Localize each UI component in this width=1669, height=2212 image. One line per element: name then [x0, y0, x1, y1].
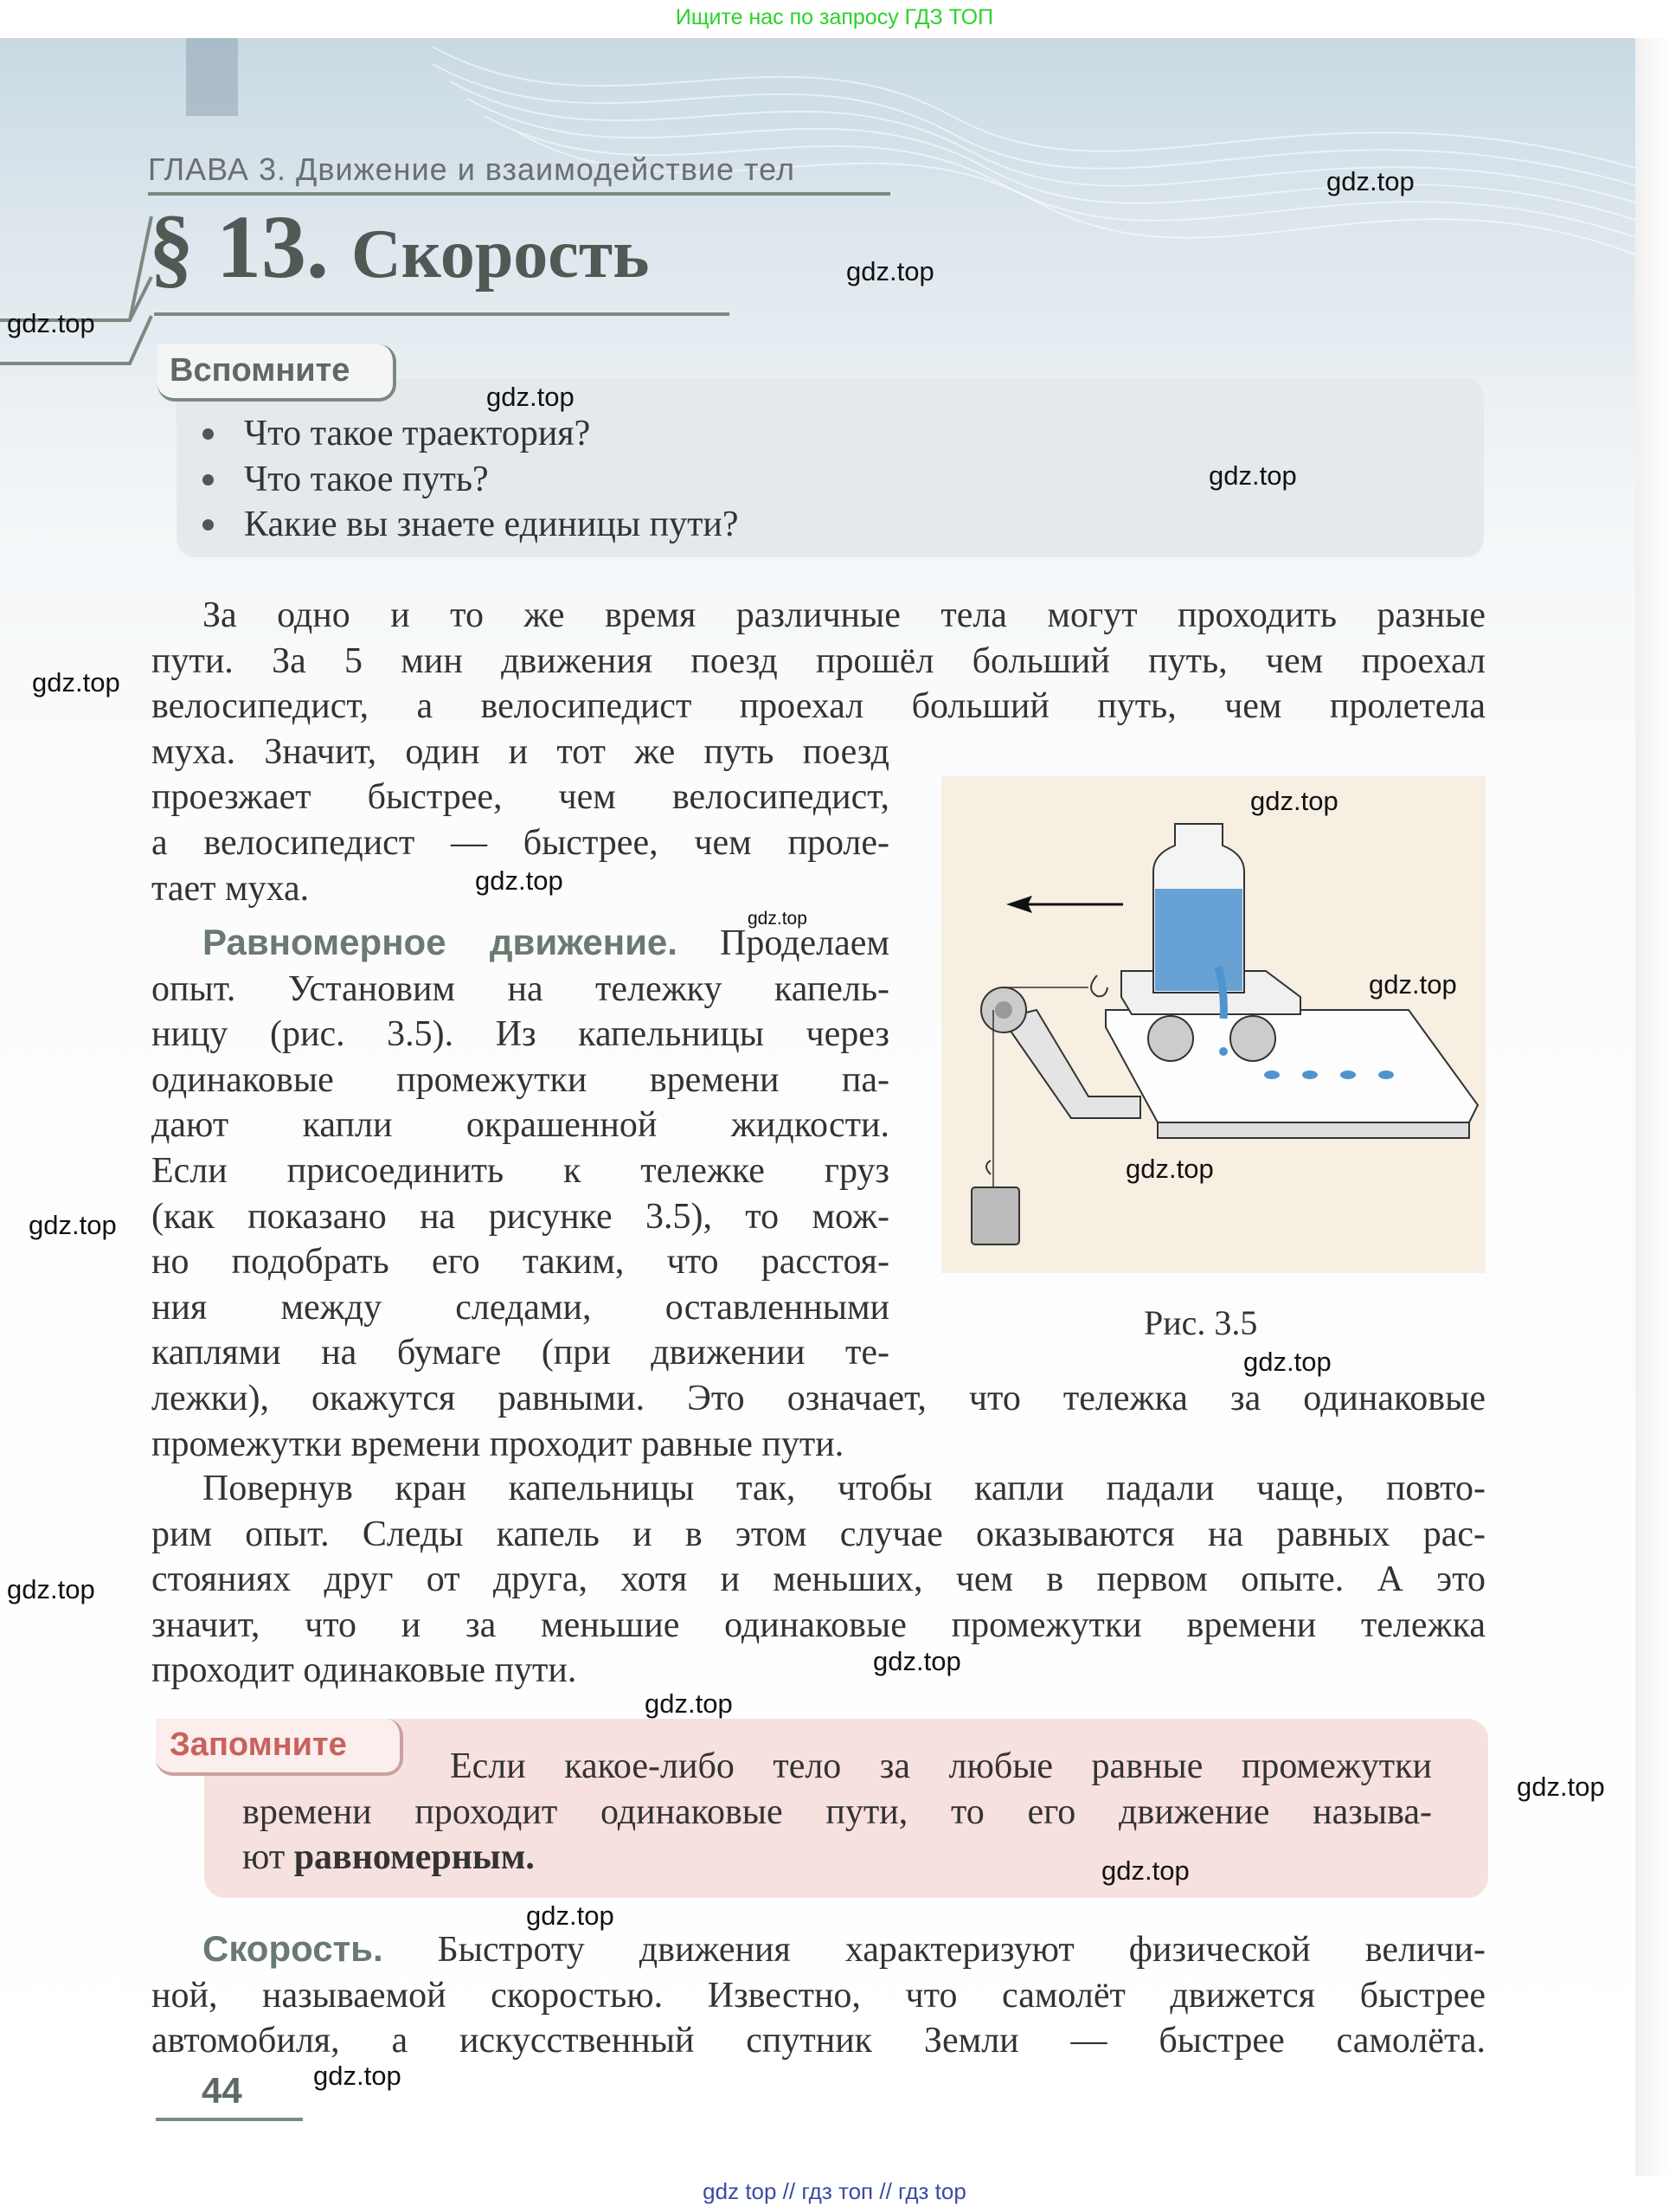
watermark: gdz.top [1243, 1347, 1332, 1377]
text-line: ной, называемой скоростью. Известно, что самолёт движется быстрее [151, 1975, 1486, 2016]
text-line: проходит одинаковые пути. [151, 1650, 577, 1691]
recall-item: Что такое траектория? [199, 411, 739, 457]
watermark: gdz.top [748, 909, 807, 929]
text-line: опыт. Установим на тележку капель- [151, 968, 889, 1009]
watermark: gdz.top [1326, 166, 1415, 196]
text-line: дают капли окрашенной жидкости. [151, 1105, 889, 1146]
recall-item: Какие вы знаете единицы пути? [199, 502, 739, 548]
page-number: 44 [202, 2070, 242, 2111]
text-line: а велосипедист — быстрее, чем проле- [151, 822, 889, 863]
figure-caption: Рис. 3.5 [1144, 1303, 1258, 1342]
text-line: Повернув кран капельницы так, чтобы капли падали чаще, повто- [202, 1469, 1486, 1508]
remember-text [242, 1744, 1432, 1881]
watermark: gdz.top [645, 1688, 733, 1719]
term-uniform: равномерным. [293, 1837, 535, 1878]
text-line: каплями на бумаге (при движении те- [151, 1333, 889, 1373]
section-title [149, 196, 649, 299]
text-line: тает муха. [151, 868, 310, 909]
recall-label: Вспомните [157, 344, 396, 402]
subheading-speed: Скорость. [202, 1928, 383, 1969]
watermark: gdz.top [1517, 1772, 1605, 1802]
banner-text: Ищите нас по запросу ГДЗ ТОП [675, 5, 994, 29]
remember-label: Запомните [156, 1719, 403, 1776]
paragraph-4 [151, 1926, 1486, 2064]
text-line: стояниях друг от друга, хотя и меньших, чем в первом опыте. А это [151, 1559, 1486, 1600]
watermark: gdz.top [1209, 460, 1297, 491]
watermark: gdz.top [486, 382, 575, 412]
text-line [242, 1835, 1432, 1881]
text-line: ницу (рис. 3.5). Из капельницы через [151, 1014, 889, 1055]
text-line: значит, что и за меньшие одинаковые промежутки времени тележка [151, 1604, 1486, 1645]
text-line: пути. За 5 мин движения поезд прошёл больший путь, чем проехал [151, 640, 1486, 681]
watermark: gdz.top [1101, 1855, 1190, 1886]
text-line: лежки), окажутся равными. Это означает, что тележка за одинаковые [151, 1378, 1486, 1418]
watermark: gdz.top [313, 2061, 401, 2091]
recall-list [199, 411, 739, 548]
text-line: (как показано на рисунке 3.5), то мож- [151, 1196, 889, 1237]
watermark: gdz.top [32, 667, 120, 698]
page-edge [1635, 38, 1669, 2176]
text-line: автомобиля, а искусственный спутник Земли — быстрее самолёта. [151, 2021, 1486, 2061]
footer-watermark: gdz top // гдз топ // гдз top [0, 2176, 1669, 2212]
text-line: велосипедист, а велосипедист проехал больший путь, чем пролетела [151, 686, 1486, 727]
recall-item: Что такое путь? [199, 457, 739, 503]
text-line: рим опыт. Следы капель и в этом случае оказываются на равных рас- [151, 1514, 1486, 1554]
title-frame-decoration-icon [0, 190, 156, 381]
text-line: но подобрать его таким, что расстоя- [151, 1242, 889, 1283]
watermark: gdz.top [7, 1574, 95, 1604]
watermark: gdz.top [7, 308, 95, 338]
figure-3-5 [941, 776, 1486, 1273]
top-banner [0, 0, 1669, 38]
text-line: Если какое-либо тело за любые равные промежутки [450, 1746, 1432, 1786]
text-line [151, 1926, 1486, 1973]
dropper-cart-illustration-icon [941, 776, 1486, 1273]
text-line: ния между следами, оставленными [151, 1287, 889, 1328]
section-number: § 13. [149, 197, 329, 297]
text-run: ют [242, 1837, 294, 1878]
text-line: времени проходит одинаковые пути, то его движение называ- [242, 1791, 1432, 1832]
title-underline [154, 312, 729, 316]
paragraph-3 [151, 1466, 1486, 1694]
text-line: За одно и то же время различные тела могут проходить разные [202, 595, 1486, 635]
watermark: gdz.top [873, 1646, 961, 1676]
text-line: Если присоединить к тележке груз [151, 1150, 889, 1191]
page-number-underline [156, 2118, 303, 2121]
text-line: одинаковые промежутки времени па- [151, 1059, 889, 1100]
text-run: Быстроту движения характеризуют физической величи- [382, 1930, 1486, 1970]
watermark: gdz.top [29, 1210, 117, 1240]
chapter-heading: ГЛАВА 3. Движение и взаимодействие тел [148, 151, 795, 187]
watermark: gdz.top [1126, 1154, 1214, 1184]
watermark: gdz.top [846, 256, 934, 286]
section-name: Скорость [351, 216, 650, 293]
text-line: муха. Значит, один и тот же путь поезд [151, 731, 889, 772]
watermark: gdz.top [475, 865, 563, 896]
subheading-uniform-motion: Равномерное движение. [202, 922, 677, 962]
text-line: проезжает быстрее, чем велосипедист, [151, 777, 889, 818]
watermark: gdz.top [1250, 786, 1338, 816]
watermark: gdz.top [526, 1900, 614, 1931]
text-line: промежутки времени проходит равные пути. [151, 1424, 844, 1464]
watermark: gdz.top [1369, 969, 1457, 1000]
text-run: Проделаем [677, 923, 890, 963]
